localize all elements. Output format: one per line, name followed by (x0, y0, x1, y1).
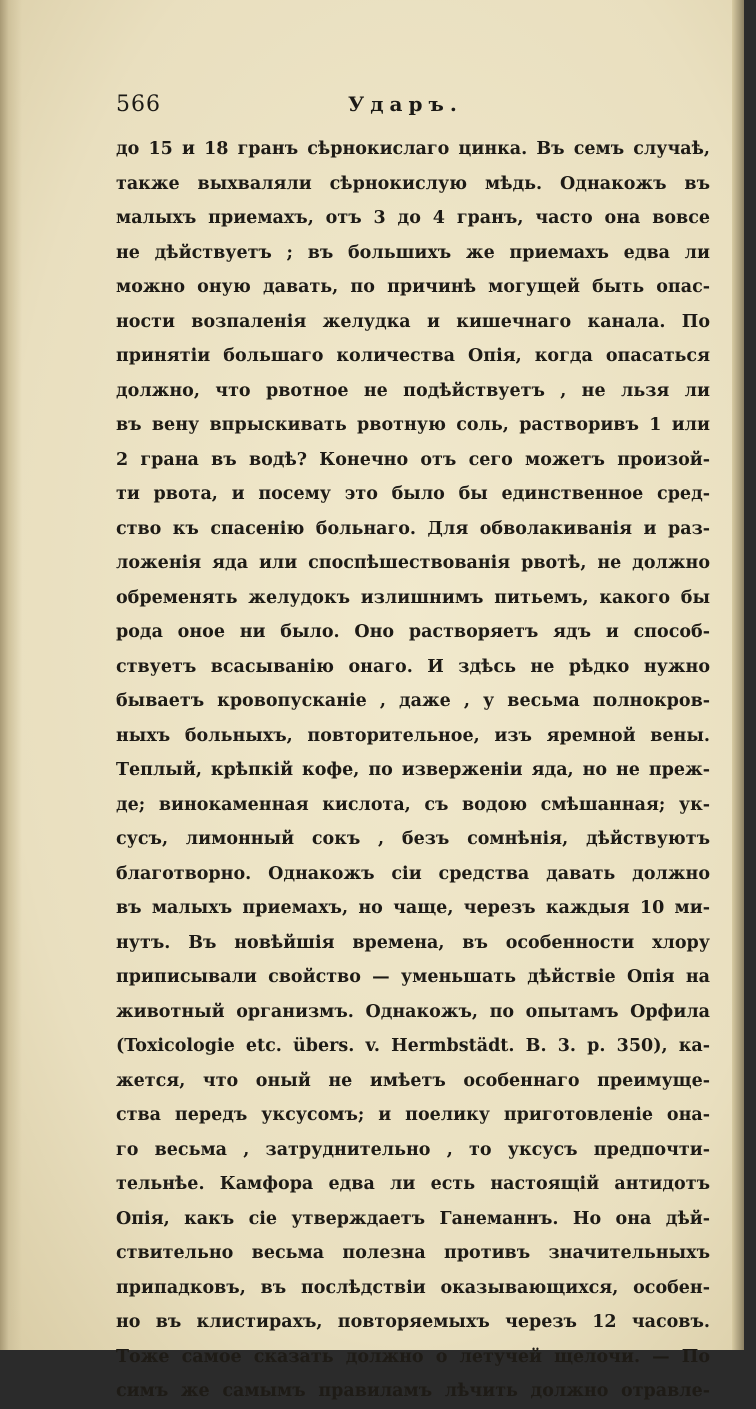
text-line: ложенія яда или споспѣшествованія рвотѣ, не должно (116, 553, 710, 573)
text-line: приписывали свойство — уменьшать дѣйствіе Опія на (116, 967, 710, 987)
text-line: ности возпаленія желудка и кишечнаго канала. По (116, 311, 710, 332)
text-line: животный организмъ. Однакожъ, по опытамъ Орфила (116, 1001, 710, 1022)
text-line: ство къ спасенію больнаго. Для обволакиванія и раз- (116, 518, 710, 539)
running-head: Ударъ. (348, 92, 463, 116)
text-line: рода оное ни было. Оно растворяетъ ядъ и способ- (116, 622, 710, 642)
body-text (116, 132, 710, 1409)
text-line: симъ же самымъ правиламъ лѣчить должно отравле- (116, 1381, 710, 1401)
text-line: ства передъ уксусомъ; и поелику приготовленіе она- (116, 1105, 710, 1125)
text-line: въ малыхъ приемахъ, но чаще, черезъ каждыя 10 ми- (116, 898, 710, 918)
text-line: тельнѣе. Камфора едва ли есть настоящій антидотъ (116, 1174, 710, 1194)
text-line: припадковъ, въ послѣдствіи оказывающихся, особен- (116, 1277, 710, 1298)
text-line: до 15 и 18 гранъ сѣрнокислаго цинка. Въ семъ случаѣ, (116, 139, 710, 159)
text-line: должно, что рвотное не подѣйствуетъ , не льзя ли (116, 380, 710, 401)
text-line: но въ клистирахъ, повторяемыхъ черезъ 12 часовъ. (116, 1312, 710, 1332)
text-line: ствительно весьма полезна противъ значительныхъ (116, 1243, 710, 1263)
text-line: Опія, какъ сіе утверждаетъ Ганеманнъ. Но она дѣй- (116, 1208, 710, 1229)
text-line: де; винокаменная кислота, съ водою смѣшанная; ук- (116, 794, 710, 815)
text-line: ствуетъ всасыванію онаго. И здѣсь не рѣдко нужно (116, 656, 710, 677)
text-line: также выхваляли сѣрнокислую мѣдь. Однакожъ въ (116, 173, 710, 194)
text-line: можно оную давать, по причинѣ могущей быть опас- (116, 277, 710, 297)
page-edge-shadow (732, 0, 744, 1350)
text-line: бываетъ кровопусканіе , даже , у весьма полнокров- (116, 691, 710, 711)
text-line: не дѣйствуетъ ; въ большихъ же приемахъ едва ли (116, 242, 710, 263)
text-line: 2 грана въ водѣ? Конечно отъ сего можетъ произой- (116, 449, 710, 470)
text-line: принятіи большаго количества Опія, когда опасаться (116, 346, 710, 366)
text-line: го весьма , затруднительно , то уксусъ предпочти- (116, 1139, 710, 1160)
text-line: благотворно. Однакожъ сіи средства давать должно (116, 863, 710, 884)
page-number: 566 (116, 92, 161, 117)
text-line: Теплый, крѣпкій кофе, по изверженіи яда, но не преж- (116, 760, 710, 780)
text-line: обременять желудокъ излишнимъ питьемъ, какого бы (116, 587, 710, 608)
page-binding-shadow (0, 0, 22, 1350)
text-line: жется, что оный не имѣетъ особеннаго преимуще- (116, 1070, 710, 1091)
text-line: малыхъ приемахъ, отъ 3 до 4 гранъ, часто она вовсе (116, 208, 710, 228)
text-line: ти рвота, и посему это было бы единственное сред- (116, 484, 710, 504)
page-header (116, 92, 706, 126)
text-line: нутъ. Въ новѣйшія времена, въ особенности хлору (116, 932, 710, 953)
text-line: Тоже самое сказать должно о летучей щелочи. — По (116, 1346, 710, 1367)
text-line: (Toxicologie etc. übers. v. Hermbstädt. B. 3. p. 350), ка- (116, 1036, 710, 1056)
text-line: въ вену впрыскивать рвотную соль, растворивъ 1 или (116, 415, 710, 435)
text-line: ныхъ больныхъ, повторительное, изъ яремной вены. (116, 725, 710, 746)
text-line: сусъ, лимонный сокъ , безъ сомнѣнія, дѣйствуютъ (116, 829, 710, 849)
